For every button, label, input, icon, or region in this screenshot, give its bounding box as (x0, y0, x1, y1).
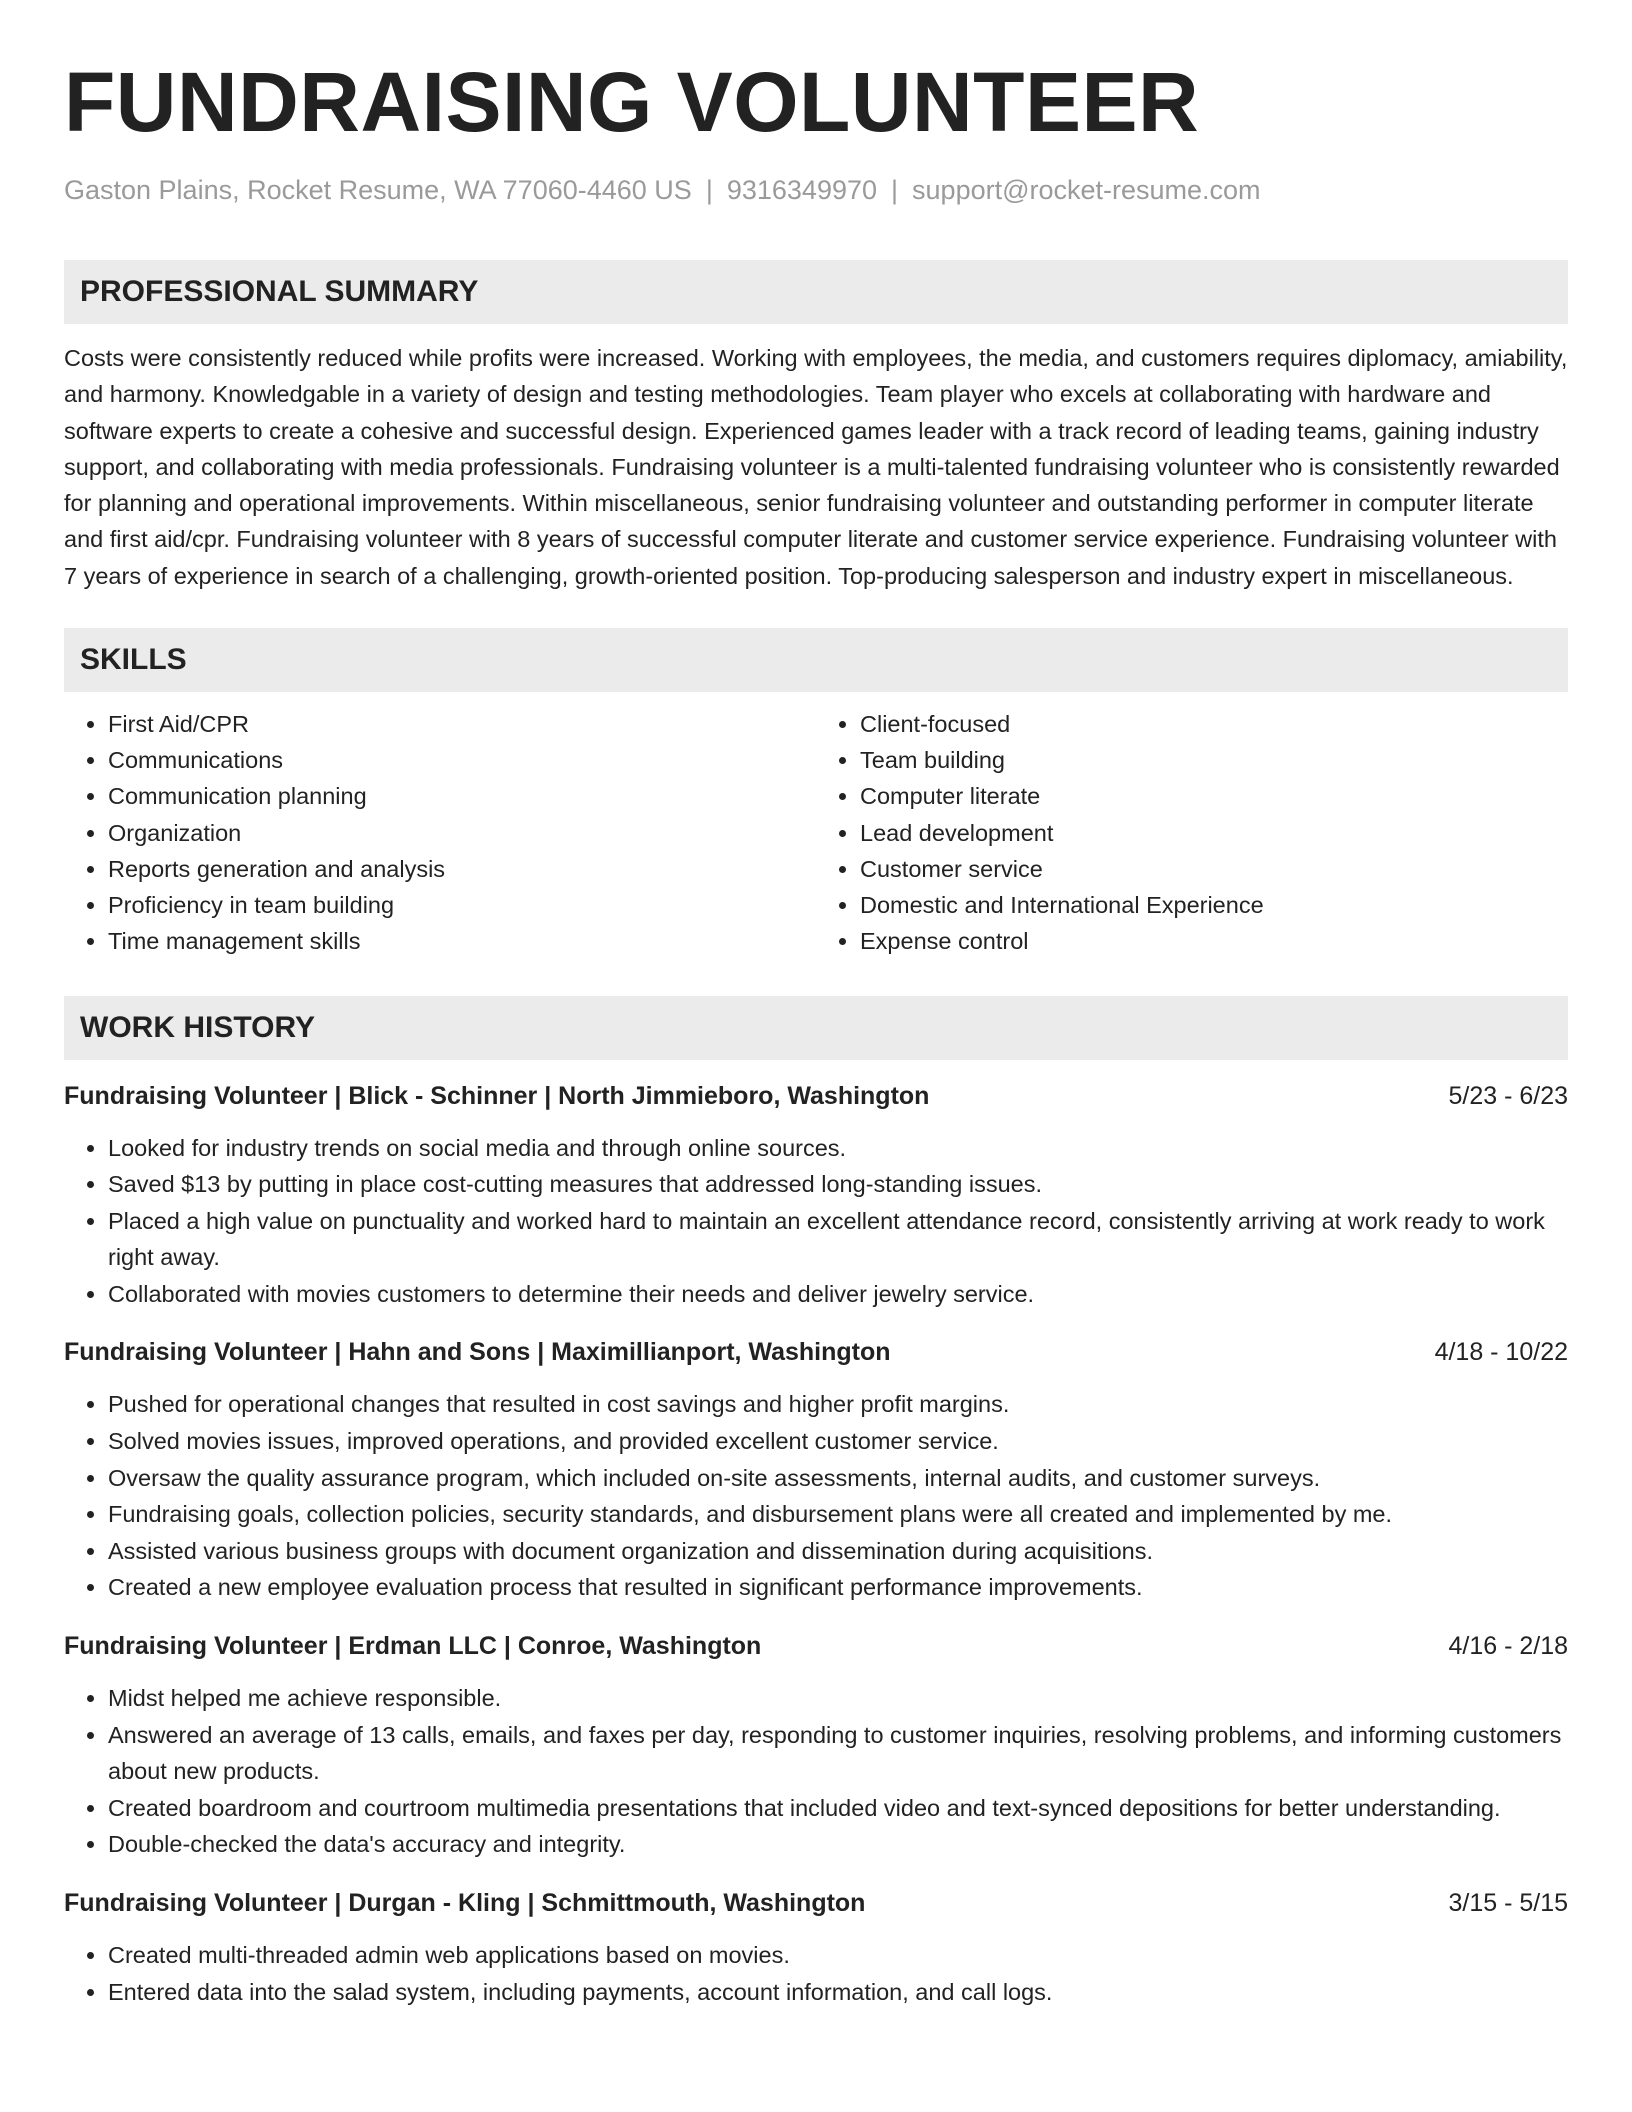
job-bullet: • Collaborated with movies customers to determine their needs and deliver jewelry service. (108, 1276, 1568, 1313)
job-header (64, 1628, 1568, 1664)
job-bullet: • Saved $13 by putting in place cost-cutting measures that addressed long-standing issues. (108, 1166, 1568, 1203)
job-bullet: • Created a new employee evaluation process that resulted in significant performance improvements. (108, 1569, 1568, 1606)
job-bullets (64, 1937, 1568, 2010)
contact-phone: 9316349970 (726, 175, 878, 205)
job-dates: 5/23 - 6/23 (1448, 1081, 1568, 1110)
job-bullet: • Created boardroom and courtroom multimedia presentations that included video and text-synced depositions for better understanding. (108, 1790, 1568, 1827)
skill-item: • Lead development (860, 815, 1568, 851)
skill-item: • Expense control (860, 923, 1568, 959)
skill-item: • Proficiency in team building (108, 887, 816, 923)
job-bullet: • Entered data into the salad system, including payments, account information, and call logs. (108, 1974, 1568, 2011)
job-bullet: • Fundraising goals, collection policies, security standards, and disbursement plans were all created and implemented by me. (108, 1496, 1568, 1533)
job-header (64, 1078, 1568, 1114)
job-dates: 3/15 - 5/15 (1448, 1889, 1568, 1917)
contact-line (64, 172, 1568, 208)
job-bullet: • Pushed for operational changes that resulted in cost savings and higher profit margins. (108, 1386, 1568, 1423)
skill-item: • Communications (108, 742, 816, 778)
job-bullets (64, 1130, 1568, 1313)
job-entry (64, 1628, 1568, 1863)
job-bullets (64, 1386, 1568, 1606)
job-dates: 4/16 - 2/18 (1448, 1632, 1568, 1661)
job-bullet: • Double-checked the data's accuracy and integrity. (108, 1826, 1568, 1863)
job-bullet: • Created multi-threaded admin web applications based on movies. (108, 1937, 1568, 1974)
job-title: Fundraising Volunteer | Durgan - Kling | Schmittmouth, Washington (64, 1889, 866, 1917)
skill-item: • Client-focused (860, 706, 1568, 742)
job-bullet: • Looked for industry trends on social media and through online sources. (108, 1130, 1568, 1167)
professional-summary-text: Costs were consistently reduced while profits were increased. Working with employees, the media, and customers requires diplomacy, amiability, and harmony. Knowledgable in a variety of design and testing methodologies. Team player who excels at collaborating with hardware and software experts to create a cohesive and successful design. Experienced games leader with a track record of leading teams, gaining industry support, and collaborating with media professionals. Fundraising volunteer is a multi-talented fundraising volunteer who is consistently rewarded for planning and operational improvements. Within miscellaneous, senior fundraising volunteer and outstanding performer in computer literate and first aid/cpr. Fundraising volunteer with 8 years of successful computer literate and customer service experience. Fundraising volunteer with 7 years of experience in search of a challenging, growth-oriented position. Top-producing salesperson and industry expert in miscellaneous. (64, 345, 1568, 589)
job-title: Fundraising Volunteer | Hahn and Sons | Maximillianport, Washington (64, 1338, 891, 1367)
skills-heading: SKILLS (64, 628, 1568, 692)
resume-name-heading: FUNDRAISING VOLUNTEER (64, 55, 1200, 149)
job-bullet: • Answered an average of 13 calls, emails, and faxes per day, responding to customer inquiries, resolving problems, and informing customers about new products. (108, 1717, 1568, 1790)
skill-item: • First Aid/CPR (108, 706, 816, 742)
job-header (64, 1334, 1568, 1370)
skill-item: • Time management skills (108, 923, 816, 959)
job-bullet: • Placed a high value on punctuality and worked hard to maintain an excellent attendance record, consistently arriving at work ready to work right away. (108, 1203, 1568, 1276)
skill-item: • Domestic and International Experience (860, 887, 1568, 923)
job-title: Fundraising Volunteer | Blick - Schinner | North Jimmieboro, Washington (64, 1081, 930, 1110)
professional-summary-heading: PROFESSIONAL SUMMARY (64, 260, 1568, 324)
job-entry (64, 1078, 1568, 1313)
job-entry (64, 1885, 1568, 2010)
skill-item: • Organization (108, 815, 816, 851)
job-bullet: • Solved movies issues, improved operations, and provided excellent customer service. (108, 1423, 1568, 1460)
skills-left-column (64, 706, 816, 959)
job-bullet: • Oversaw the quality assurance program, which included on-site assessments, internal audits, and customer surveys. (108, 1460, 1568, 1497)
skills-grid (64, 706, 1568, 959)
skills-right-column (816, 706, 1568, 959)
job-dates: 4/18 - 10/22 (1434, 1338, 1568, 1367)
job-title: Fundraising Volunteer | Erdman LLC | Conroe, Washington (64, 1632, 762, 1661)
job-bullet: • Midst helped me achieve responsible. (108, 1680, 1568, 1717)
skill-item: • Customer service (860, 851, 1568, 887)
contact-separator: | (705, 175, 713, 205)
job-entry (64, 1334, 1568, 1606)
work-history-list (64, 1078, 1568, 2011)
contact-address: Gaston Plains, Rocket Resume, WA 77060-4460 US (64, 175, 692, 205)
skill-item: • Computer literate (860, 778, 1568, 814)
contact-email: support@rocket-resume.com (912, 175, 1261, 205)
job-header (64, 1885, 1568, 1921)
contact-separator: | (891, 175, 899, 205)
job-bullets (64, 1680, 1568, 1863)
work-history-heading: WORK HISTORY (64, 996, 1568, 1060)
skill-item: • Communication planning (108, 778, 816, 814)
job-bullet: • Assisted various business groups with document organization and dissemination during acquisitions. (108, 1533, 1568, 1570)
skill-item: • Reports generation and analysis (108, 851, 816, 887)
skill-item: • Team building (860, 742, 1568, 778)
